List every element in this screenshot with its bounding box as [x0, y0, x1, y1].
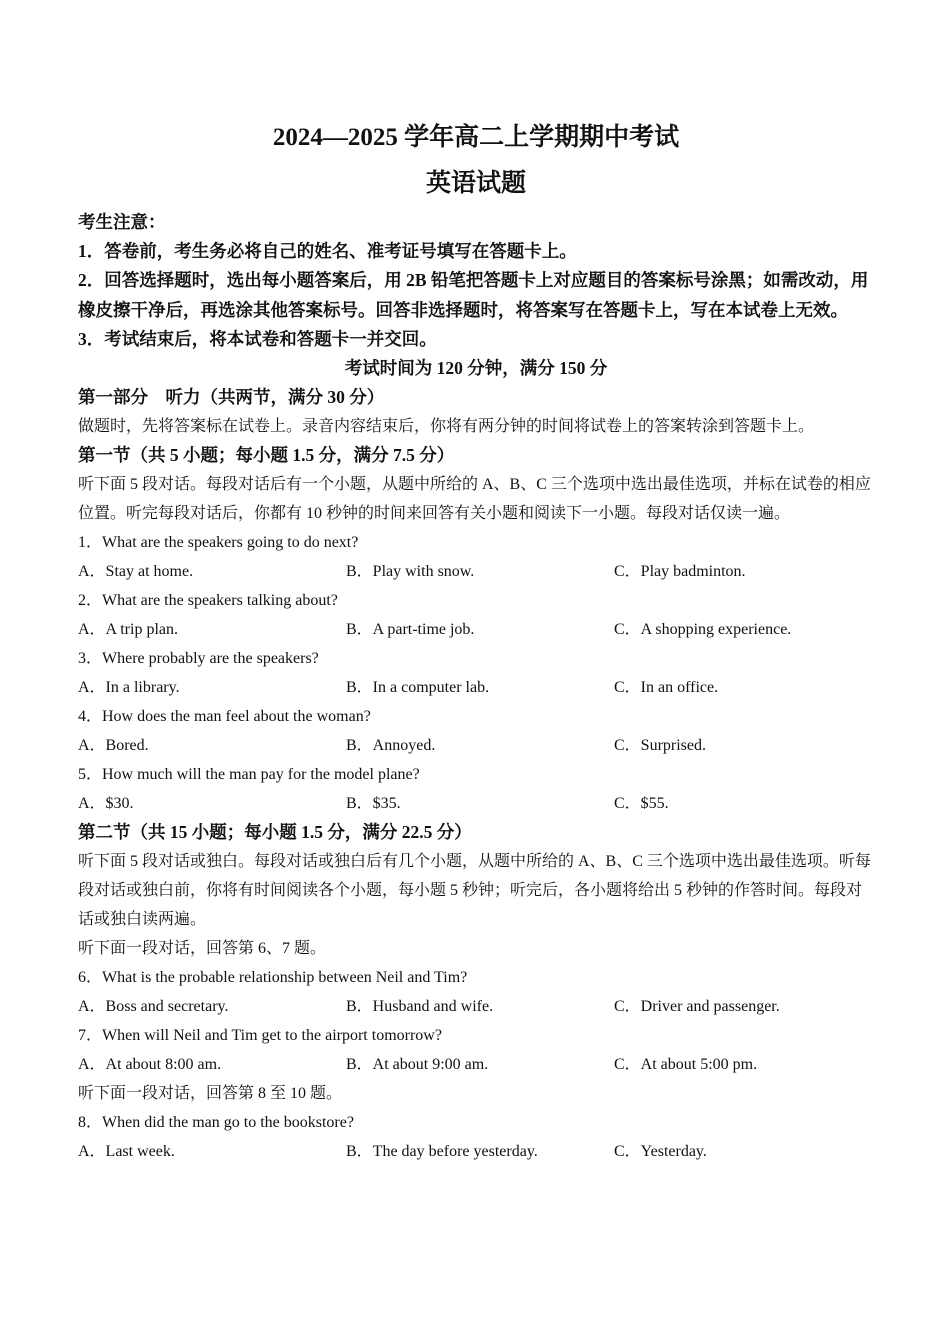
options-4 — [78, 731, 874, 760]
option-a: A．$30. — [78, 795, 134, 812]
option-c: C．A shopping experience. — [614, 621, 792, 638]
exam-page — [78, 118, 874, 1166]
question-5: 5．How much will the man pay for the model plane? — [78, 766, 420, 783]
option-b: B．Play with snow. — [346, 563, 475, 580]
question-7: 7．When will Neil and Tim get to the airport tomorrow? — [78, 1027, 442, 1044]
question-3: 3．Where probably are the speakers? — [78, 650, 319, 667]
group-1-instruction: 听下面一段对话，回答第 6、7 题。 — [78, 940, 327, 957]
notice-item-1: 1．答卷前，考生务必将自己的姓名、准考证号填写在答题卡上。 — [78, 241, 577, 261]
option-c: C．Surprised. — [614, 737, 707, 754]
option-c: C．Yesterday. — [614, 1143, 707, 1160]
section1-questions — [78, 528, 874, 818]
options-6 — [78, 992, 874, 1021]
option-b: B．Husband and wife. — [346, 998, 494, 1015]
option-c: C．At about 5:00 pm. — [614, 1056, 758, 1073]
options-3 — [78, 673, 874, 702]
options-2 — [78, 615, 874, 644]
options-5 — [78, 789, 874, 818]
group-2-instruction: 听下面一段对话，回答第 8 至 10 题。 — [78, 1085, 343, 1102]
section1-instruction: 听下面 5 段对话。每段对话后有一个小题，从题中所给的 A、B、C 三个选项中选出最佳选项，并标在试卷的相应位置。听完每段对话后，你都有 10 秒钟的时间来回答有关小题和阅读下一小题。每段对话仅读一遍。 — [78, 476, 871, 522]
option-b: B．$35. — [346, 795, 401, 812]
notice-heading: 考生注意： — [78, 212, 166, 232]
option-a: A．Bored. — [78, 737, 149, 754]
part1-instruction: 做题时，先将答案标在试卷上。录音内容结束后，你将有两分钟的时间将试卷上的答案转涂到答题卡上。 — [78, 418, 815, 435]
option-c: C．Driver and passenger. — [614, 998, 780, 1015]
option-c: C．Play badminton. — [614, 563, 746, 580]
section2-questions — [78, 963, 874, 1166]
option-b: B．A part-time job. — [346, 621, 475, 638]
option-b: B．Annoyed. — [346, 737, 436, 754]
section2-heading: 第二节（共 15 小题；每小题 1.5 分，满分 22.5 分） — [78, 822, 472, 842]
option-b: B．In a computer lab. — [346, 679, 490, 696]
option-a: A．In a library. — [78, 679, 180, 696]
notice-item-3: 3．考试结束后，将本试卷和答题卡一并交回。 — [78, 329, 437, 349]
options-7 — [78, 1050, 874, 1079]
option-a: A．Boss and secretary. — [78, 998, 229, 1015]
question-2: 2．What are the speakers talking about? — [78, 592, 338, 609]
exam-subtitle: 英语试题 — [425, 170, 526, 197]
option-b: B．At about 9:00 am. — [346, 1056, 489, 1073]
option-a: A．Last week. — [78, 1143, 175, 1160]
exam-title: 2024—2025 学年高二上学期期中考试 — [272, 124, 680, 151]
option-b: B．The day before yesterday. — [346, 1143, 538, 1160]
section1-heading: 第一节（共 5 小题；每小题 1.5 分，满分 7.5 分） — [78, 445, 455, 465]
exam-info: 考试时间为 120 分钟，满分 150 分 — [344, 358, 608, 378]
question-1: 1．What are the speakers going to do next? — [78, 534, 359, 551]
option-c: C．$55. — [614, 795, 669, 812]
question-6: 6．What is the probable relationship between Neil and Tim? — [78, 969, 468, 986]
option-c: C．In an office. — [614, 679, 719, 696]
notice-item-2: 2．回答选择题时，选出每小题答案后，用 2B 铅笔把答题卡上对应题目的答案标号涂黑；如需改动，用橡皮擦干净后，再选涂其他答案标号。回答非选择题时，将答案写在答题卡上，写在本试卷上无效。 — [78, 270, 869, 320]
part1-heading: 第一部分 听力（共两节，满分 30 分） — [78, 387, 385, 407]
section2-instruction: 听下面 5 段对话或独白。每段对话或独白后有几个小题，从题中所给的 A、B、C 三个选项中选出最佳选项。听每段对话或独白前，你将有时间阅读各个小题，每小题 5 秒钟；听完后，各小题将给出 5 秒钟的作答时间。每段对话或独白读两遍。 — [78, 853, 871, 928]
question-4: 4．How does the man feel about the woman? — [78, 708, 371, 725]
question-8: 8．When did the man go to the bookstore? — [78, 1114, 354, 1131]
option-a: A．Stay at home. — [78, 563, 194, 580]
option-a: A．At about 8:00 am. — [78, 1056, 222, 1073]
options-8 — [78, 1137, 874, 1166]
option-a: A．A trip plan. — [78, 621, 178, 638]
options-1 — [78, 557, 874, 586]
